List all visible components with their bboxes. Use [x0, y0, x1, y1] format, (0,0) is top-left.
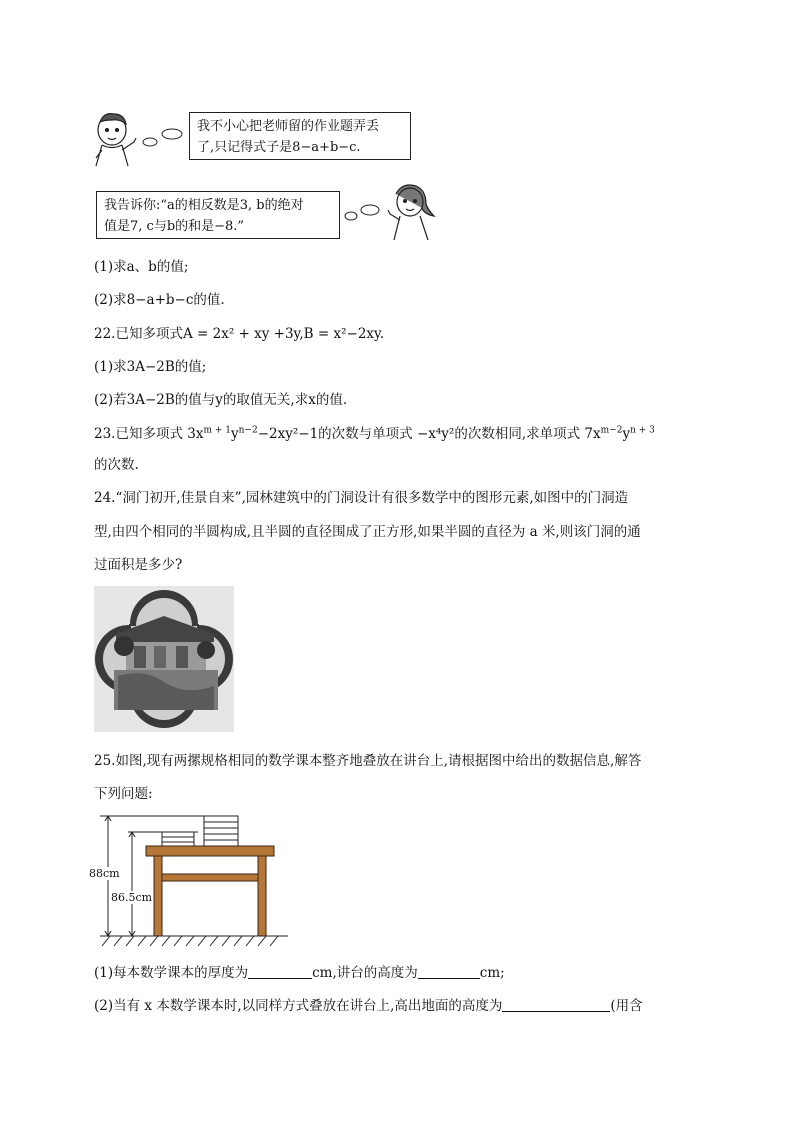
q25-part2-b: (用含 — [610, 998, 643, 1014]
q25-line1: 25.如图,现有两摞规格相同的数学课本整齐地叠放在讲台上,请根据图中给出的数据信息,解答 — [94, 753, 642, 769]
boy-speech-bubble — [189, 112, 411, 160]
girl-cartoon-illustration — [344, 180, 436, 244]
answer-blank-thickness[interactable] — [248, 964, 312, 979]
q23-stem-b: y — [231, 426, 239, 442]
answer-blank-expression[interactable] — [502, 997, 610, 1012]
boy-bubble-line-1: 我不小心把老师留的作业题弄丢 — [197, 119, 380, 134]
q23-exp3: m−2 — [600, 425, 623, 436]
boy-cartoon-illustration — [92, 110, 188, 172]
q22-part2: (2)若3A−2B的值与y的取值无关,求x的值. — [94, 392, 348, 408]
q21-part2: (2)求8−a+b−c的值. — [94, 292, 225, 308]
book-stacks — [162, 816, 238, 846]
q25-part1-c: cm; — [479, 965, 505, 981]
label-88cm: 88cm — [89, 867, 120, 880]
garden-door-photo — [94, 586, 234, 732]
q24-line3: 过面积是多少? — [94, 557, 183, 573]
q25-part1-a: (1)每本数学课本的厚度为 — [94, 965, 249, 981]
girl-bubble-line-2: 值是7, c与b的和是−8.” — [104, 219, 245, 234]
label-86-5cm: 86.5cm — [111, 891, 153, 904]
girl-bubble-line-1: 我告诉你:“a的相反数是3, b的绝对 — [104, 198, 304, 213]
q25-line2: 下列问题: — [94, 786, 153, 802]
q23-exp2: n−2 — [238, 425, 258, 436]
q23-exp4: n + 3 — [630, 425, 655, 436]
q23-stem-a: 23.已知多项式 3x — [94, 426, 204, 442]
q23-stem-end: 的次数. — [94, 457, 139, 473]
q24-line2: 型,由四个相同的半圆构成,且半圆的直径围成了正方形,如果半圆的直径为 a 米,则该门洞的通 — [94, 524, 641, 540]
q23-stem — [94, 424, 655, 444]
q25-part1-b: cm,讲台的高度为 — [312, 965, 418, 981]
q25-part2 — [94, 996, 643, 1016]
q25-part2-a: (2)当有 x 本数学课本时,以同样方式叠放在讲台上,高出地面的高度为 — [94, 998, 503, 1014]
girl-speech-bubble — [96, 191, 340, 239]
q22-stem: 22.已知多项式A = 2x² + xy +3y,B = x²−2xy. — [94, 326, 385, 342]
q24-line1: 24.“洞门初开,佳景自来”,园林建筑中的门洞设计有很多数学中的图形元素,如图中的门洞造 — [94, 490, 629, 506]
q21-part1: (1)求a、b的值; — [94, 259, 189, 275]
answer-blank-podium-height[interactable] — [418, 964, 480, 979]
q23-stem-d: y — [622, 426, 631, 442]
q23-stem-c: −2xy²−1的次数与单项式 −x⁴y²的次数相同,求单项式 7x — [257, 426, 601, 442]
ground-hatching — [100, 936, 288, 946]
q23-exp1: m + 1 — [203, 425, 231, 436]
quatrefoil-door-illustration — [94, 586, 234, 732]
podium-table — [146, 846, 274, 936]
q22-part1: (1)求3A−2B的值; — [94, 359, 207, 375]
q25-part1 — [94, 963, 505, 983]
boy-bubble-line-2: 了,只记得式子是8−a+b−c. — [197, 140, 361, 155]
